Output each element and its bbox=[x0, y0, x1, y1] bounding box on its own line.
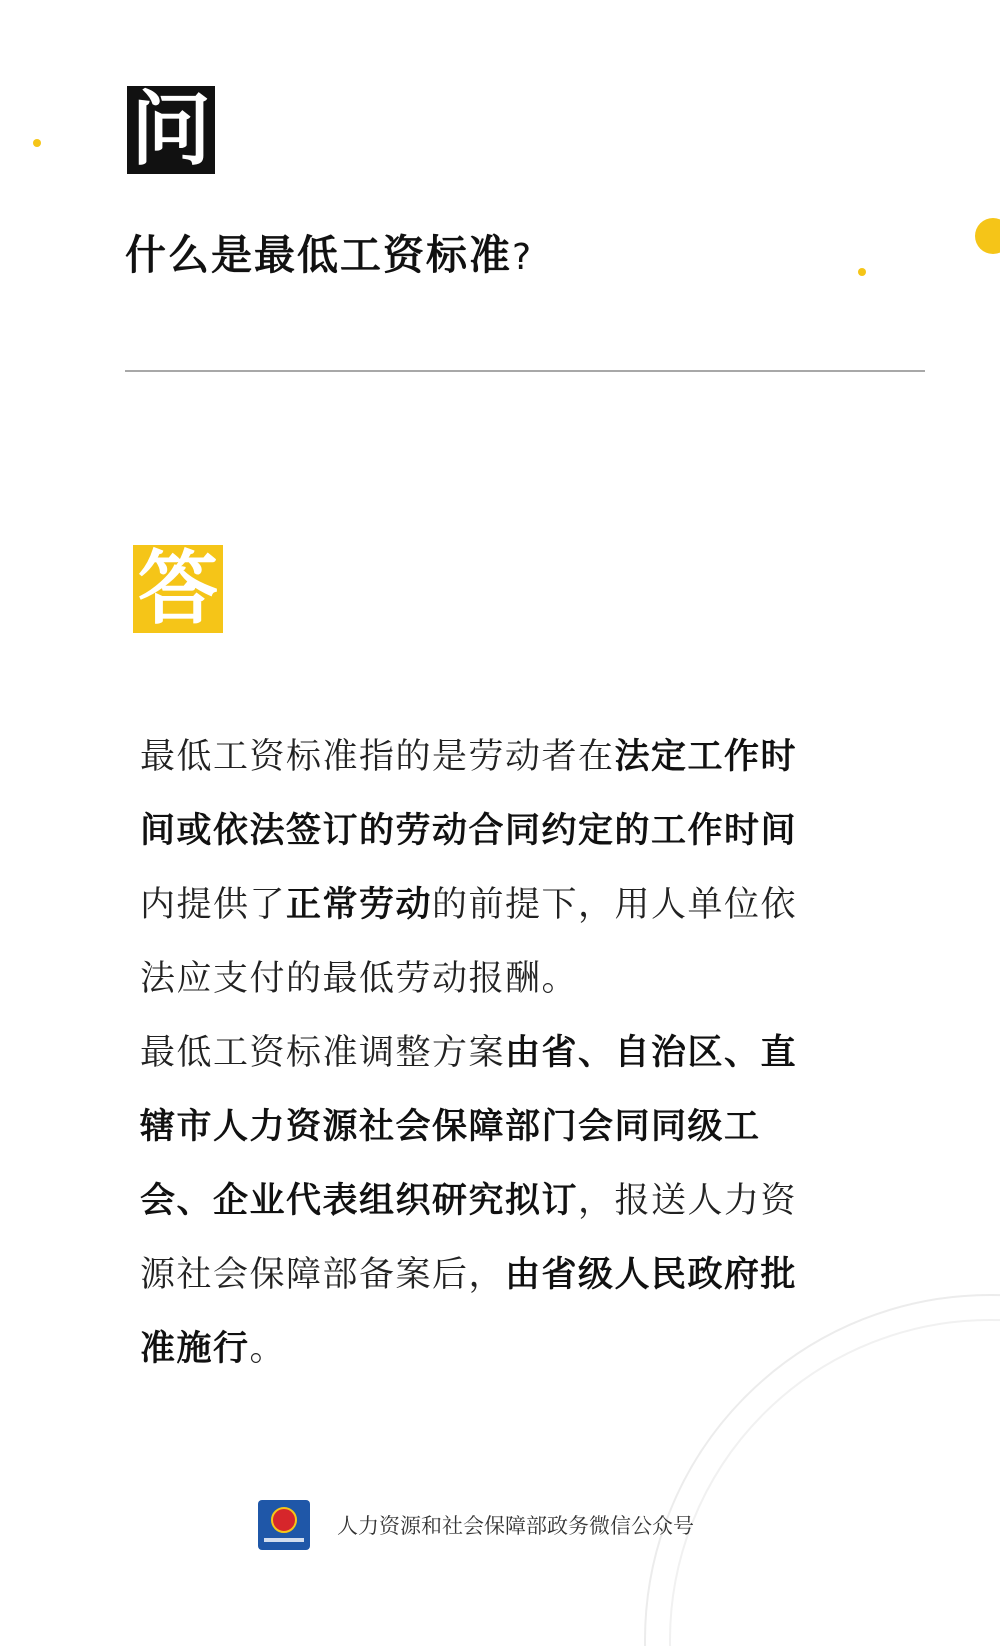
answer-body bbox=[140, 720, 820, 1386]
answer-emphasis: 由省、自治区、直辖市人力资源社会保障部门会同同级工会、企业代表组织研究拟订 bbox=[140, 1033, 798, 1221]
question-heading bbox=[125, 222, 533, 281]
answer-text: 最低工资标准调整方案 bbox=[140, 1033, 506, 1073]
answer-text: 的前提下，用人单位依法应支付的最低劳动报酬。 bbox=[140, 885, 798, 999]
answer-text: 。 bbox=[249, 1329, 287, 1369]
answer-icon: 答 bbox=[133, 545, 223, 633]
national-emblem-icon bbox=[271, 1507, 297, 1533]
divider bbox=[125, 370, 925, 372]
accent-dot-left bbox=[33, 139, 41, 147]
question-icon: 问 bbox=[127, 86, 215, 174]
answer-text: 最低工资标准指的是劳动者在 bbox=[140, 737, 615, 777]
accent-dot-right-small bbox=[858, 268, 866, 276]
answer-emphasis: 由省级人民政府批准施行 bbox=[140, 1255, 798, 1369]
answer-text: ，报送人力资源社会保障部备案后， bbox=[140, 1181, 798, 1295]
footer-account-name: 人力资源和社会保障部政务微信公众号 bbox=[337, 1514, 694, 1538]
logo-caption-bar bbox=[264, 1538, 304, 1542]
question-title: 什么是最低工资标准 bbox=[125, 231, 512, 279]
answer-text: 内提供了 bbox=[140, 885, 287, 925]
question-mark: ? bbox=[512, 237, 534, 278]
ministry-logo-icon bbox=[258, 1500, 310, 1550]
answer-emphasis: 法定工作时间或依法签订的劳动合同约定的工作时间 bbox=[140, 737, 798, 851]
answer-emphasis: 正常劳动 bbox=[286, 885, 433, 925]
